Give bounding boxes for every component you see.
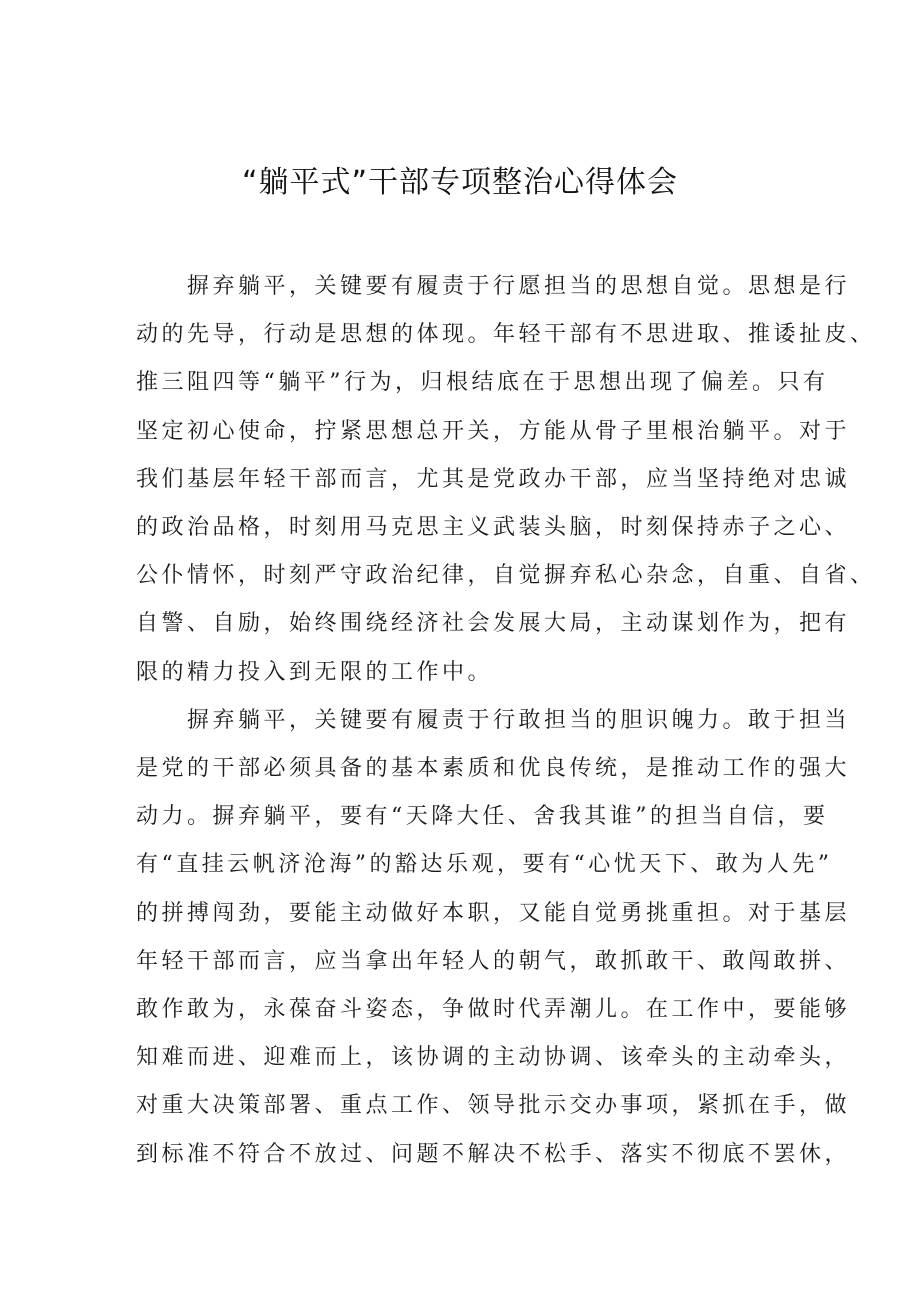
text-line: 的政治品格，时刻用马克思主义武装头脑，时刻保持赤子之心、 [136, 515, 851, 541]
text-line: 是党的干部必须具备的基本素质和优良传统，是推动工作的强大 [136, 756, 851, 782]
text-line: 自警、自励，始终围绕经济社会发展大局，主动谋划作为，把有 [136, 611, 851, 637]
paragraph-2 [136, 697, 851, 1179]
text-line: 动力。摒弃躺平，要有“天降大任、舍我其谁”的担当自信，要 [136, 804, 829, 830]
text-line: 限的精力投入到无限的工作中。 [136, 659, 494, 685]
document-title: “躺平式”干部专项整治心得体会 [241, 165, 679, 200]
paragraph-1 [136, 263, 876, 697]
text-line: 坚定初心使命，拧紧思想总开关，方能从骨子里根治躺平。对于 [136, 418, 851, 444]
text-line: 年轻干部而言，应当拿出年轻人的朝气，敢抓敢干、敢闯敢拼、 [136, 948, 851, 974]
text-line: 动的先导，行动是思想的体现。年轻干部有不思进取、推诿扯皮、 [136, 322, 876, 348]
text-line: 对重大决策部署、重点工作、领导批示交办事项，紧抓在手，做 [136, 1093, 851, 1119]
text-line: 摒弃躺平，关键要有履责于行敢担当的胆识魄力。敢于担当 [187, 707, 851, 733]
document-body [136, 263, 876, 1179]
text-line: 敢作敢为，永葆奋斗姿态，争做时代弄潮儿。在工作中，要能够 [136, 997, 851, 1023]
text-line: 我们基层年轻干部而言，尤其是党政办干部，应当坚持绝对忠诚 [136, 466, 851, 492]
text-line: 推三阻四等“躺平”行为，归根结底在于思想出现了偏差。只有 [136, 370, 829, 396]
text-line: 摒弃躺平，关键要有履责于行愿担当的思想自觉。思想是行 [187, 274, 851, 299]
text-line: 知难而进、迎难而上，该协调的主动协调、该牵头的主动牵头， [136, 1045, 851, 1071]
text-line: 到标准不符合不放过、问题不解决不松手、落实不彻底不罢休， [136, 1141, 851, 1167]
text-line: 有“直挂云帆济沧海”的豁达乐观，要有“心忧天下、敢为人先” [136, 852, 833, 878]
text-line: 公仆情怀，时刻严守政治纪律，自觉摒弃私心杂念，自重、自省、 [136, 563, 876, 589]
text-line: 的拼搏闯劲，要能主动做好本职，又能自觉勇挑重担。对于基层 [136, 900, 851, 926]
